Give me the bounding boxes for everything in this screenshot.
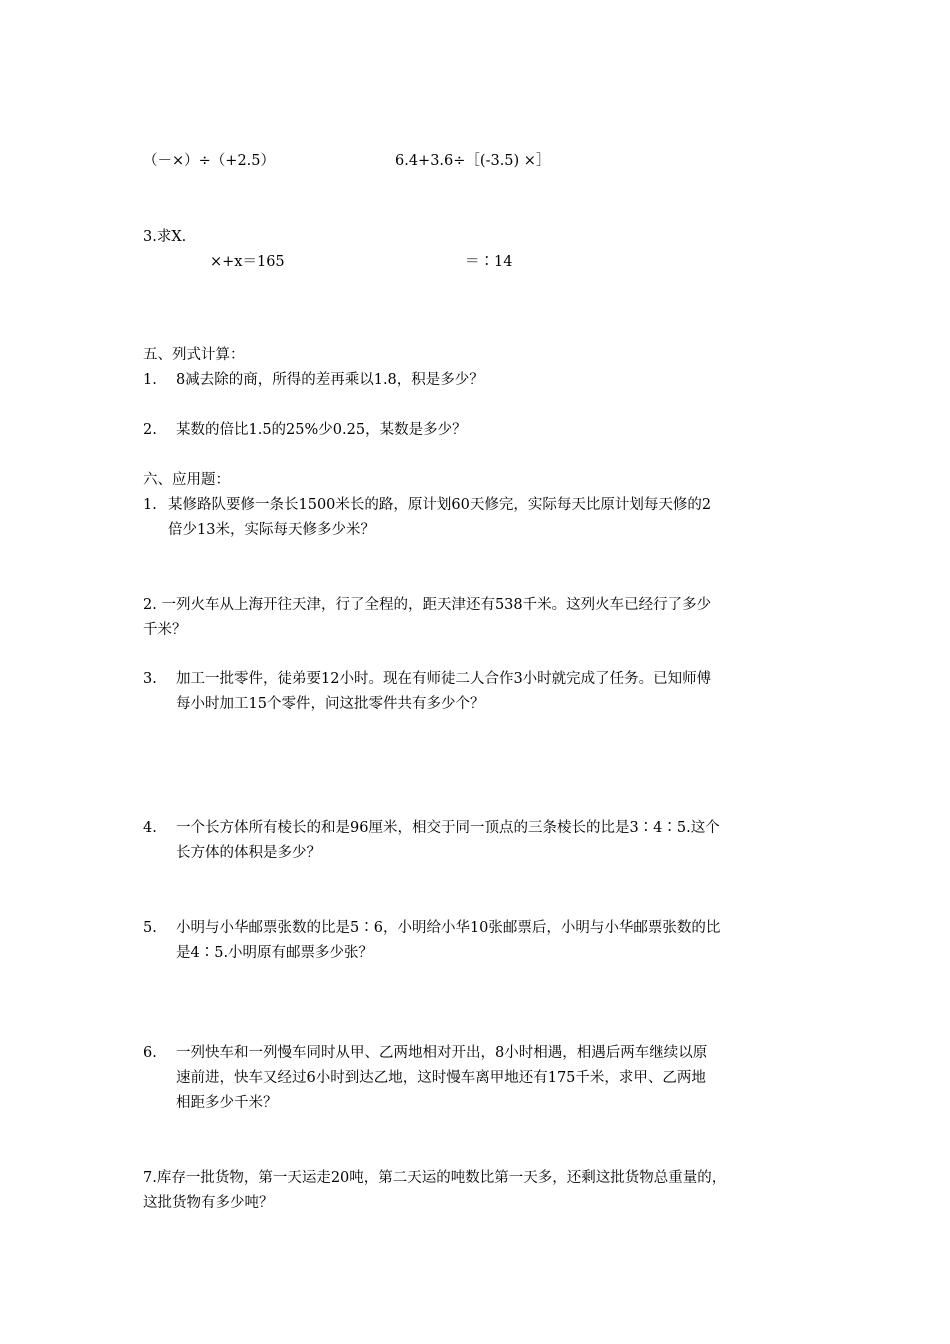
q1-line-2: 倍少13米，实际每天修多少米？: [168, 522, 375, 538]
q6-number: 6.: [143, 1045, 157, 1061]
solve-x-title: 3.求X.: [143, 229, 187, 245]
q7-line-1: 7.库存一批货物，第一天运走20吨，第二天运的吨数比第一天多，还剩这批货物总重量的，: [143, 1170, 727, 1186]
q6-line-1: 一列快车和一列慢车同时从甲、乙两地相对开出，8小时相遇，相遇后两车继续以原: [176, 1045, 708, 1061]
q5-line-1: 小明与小华邮票张数的比是5∶6，小明给小华10张邮票后，小明与小华邮票张数的比: [176, 920, 721, 936]
q3-line-2: 每小时加工15个零件，问这批零件共有多少个？: [176, 696, 485, 712]
expression-1: （－×）÷（+2.5）: [143, 153, 276, 169]
s5-item-2-text: 某数的倍比1.5的25%少0.25，某数是多少？: [176, 422, 467, 438]
q5-number: 5.: [143, 920, 157, 936]
q4-line-1: 一个长方体所有棱长的和是96厘米，相交于同一顶点的三条棱长的比是3∶4∶5.这个: [176, 820, 720, 836]
q1-number: 1.: [143, 497, 157, 513]
q7-line-2: 这批货物有多少吨？: [143, 1195, 274, 1211]
q3-line-1: 加工一批零件，徒弟要12小时。现在有师徒二人合作3小时就完成了任务。已知师傅: [176, 671, 712, 687]
q4-line-2: 长方体的体积是多少？: [176, 845, 321, 861]
q2-line-2: 千米？: [143, 622, 187, 638]
s5-item-1-text: 8减去除的商，所得的差再乘以1.8，积是多少？: [176, 372, 484, 388]
q2-line-1: 2. 一列火车从上海开往天津，行了全程的，距天津还有538千米。这列火车已经行了多少: [143, 597, 712, 613]
q6-line-2: 速前进，快车又经过6小时到达乙地，这时慢车离甲地还有175千米，求甲、乙两地: [176, 1070, 706, 1086]
section-5-heading: 五、列式计算：: [143, 347, 245, 363]
section-6-heading: 六、应用题：: [143, 472, 230, 488]
q1-line-1: 某修路队要修一条长1500米长的路，原计划60天修完，实际每天比原计划每天修的2: [168, 497, 712, 513]
equation-1: ×+x＝165: [210, 254, 285, 270]
s5-item-1-number: 1.: [143, 372, 157, 388]
s5-item-2-number: 2.: [143, 422, 157, 438]
q4-number: 4.: [143, 820, 157, 836]
equation-2: ＝∶14: [465, 254, 513, 270]
q3-number: 3.: [143, 671, 157, 687]
q5-line-2: 是4∶5.小明原有邮票多少张？: [176, 945, 374, 961]
q6-line-3: 相距多少千米？: [176, 1095, 278, 1111]
expression-2: 6.4+3.6÷［(-3.5) ×］: [395, 153, 551, 169]
